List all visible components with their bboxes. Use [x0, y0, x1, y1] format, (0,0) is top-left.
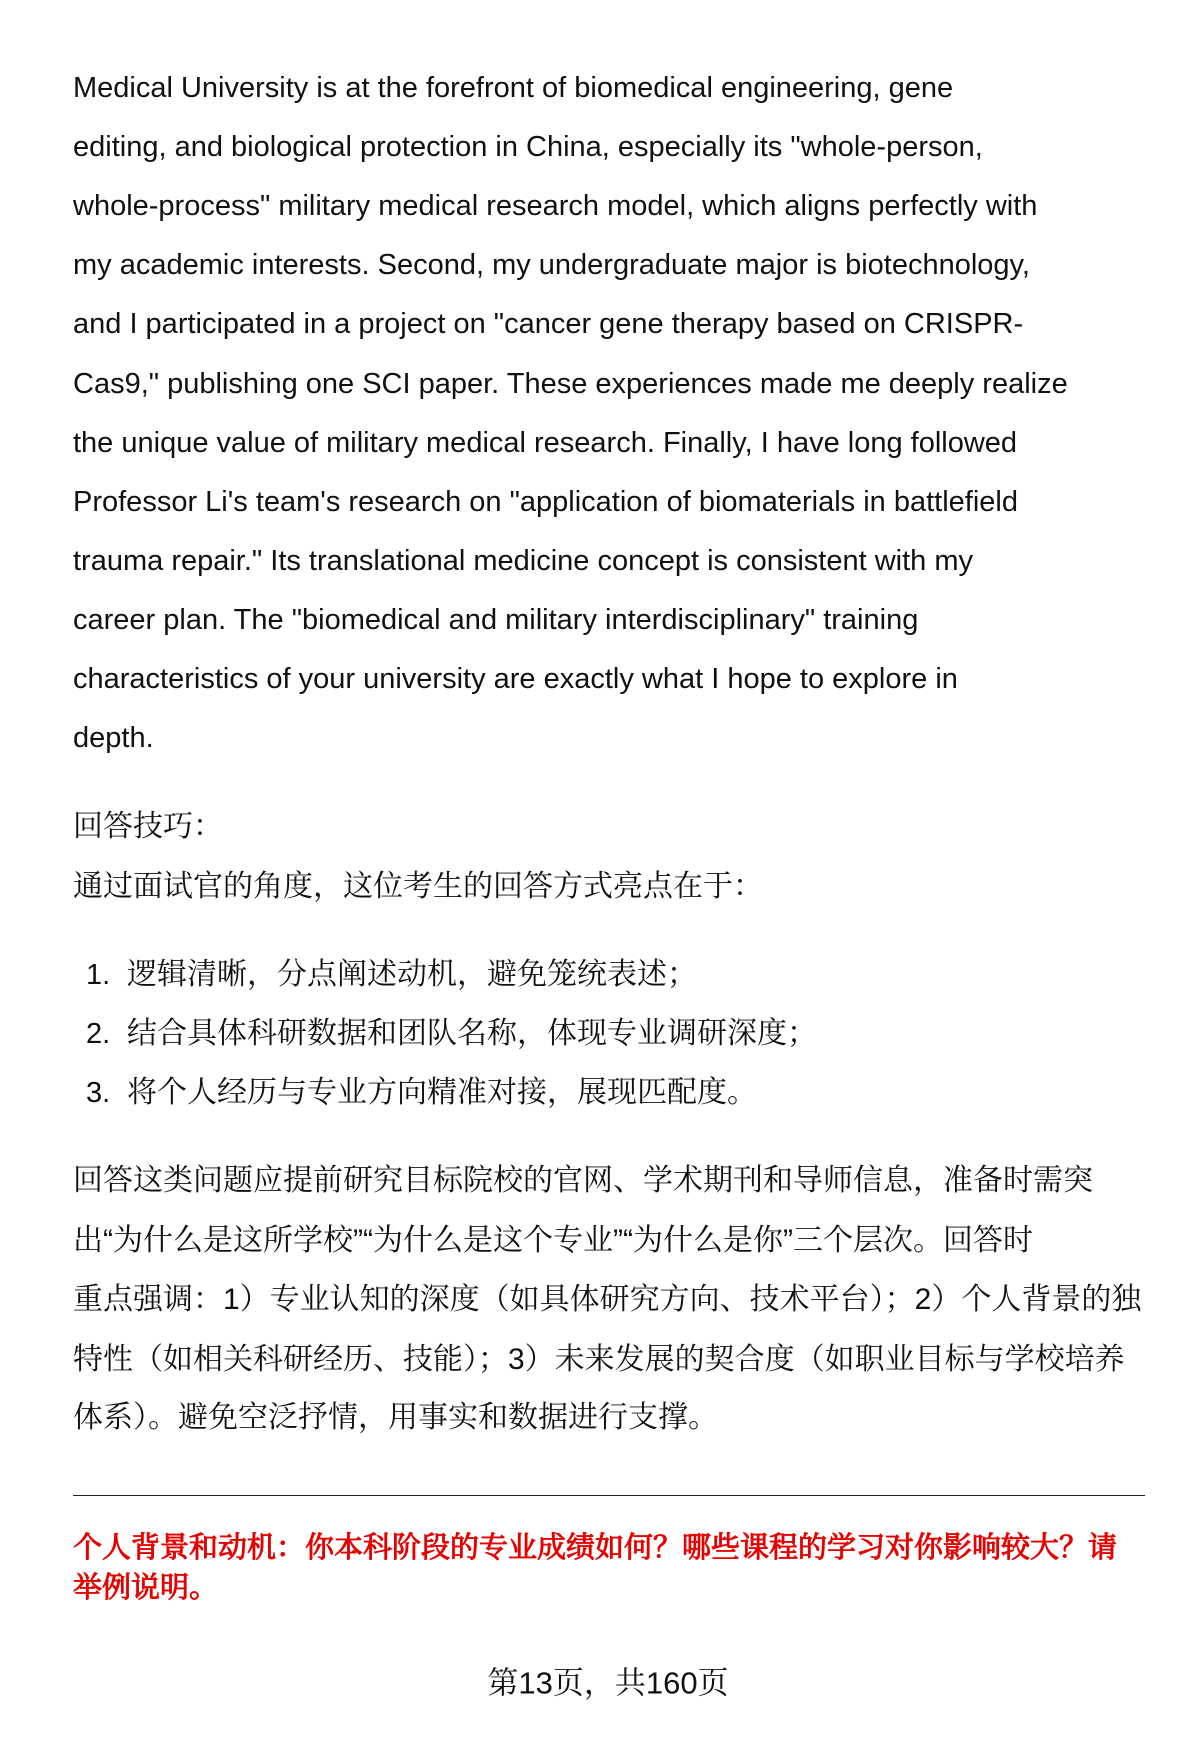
- list-number: 1.: [86, 959, 111, 991]
- tips-intro: 通过面试官的角度，这位考生的回答方式亮点在于：: [73, 870, 763, 903]
- text-line: editing, and biological protection in China, especially its "whole-person,: [73, 131, 983, 163]
- text-line: 出“为什么是这所学校”“为什么是这个专业”“为什么是你”三个层次。回答时: [73, 1224, 1033, 1257]
- text-line: Professor Li's team's research on "application of biomaterials in battlefield: [73, 486, 1019, 518]
- text-line: 体系）。避免空泛抒情，用事实和数据进行支撑。: [73, 1401, 718, 1434]
- text-line: whole-process" military medical research model, which aligns perfectly with: [73, 190, 1038, 222]
- list-number: 3.: [86, 1077, 111, 1109]
- list-item: 逻辑清晰，分点阐述动机，避免笼统表述；: [127, 958, 697, 991]
- text-line: 特性（如相关科研经历、技能）；3）未来发展的契合度（如职业目标与学校培养: [73, 1343, 1125, 1376]
- text-line: Cas9," publishing one SCI paper. These experiences made me deeply realize: [73, 368, 1068, 400]
- text-line: 回答这类问题应提前研究目标院校的官网、学术期刊和导师信息，准备时需突: [73, 1164, 1093, 1197]
- text-line: 重点强调：1）专业认知的深度（如具体研究方向、技术平台）；2）个人背景的独: [73, 1283, 1142, 1316]
- text-line: the unique value of military medical research. Finally, I have long followed: [73, 427, 1018, 459]
- text-line: characteristics of your university are exactly what I hope to explore in: [73, 663, 958, 695]
- tips-heading: 回答技巧：: [73, 810, 223, 843]
- text-line: career plan. The "biomedical and military interdisciplinary" training: [73, 604, 919, 636]
- section-divider: [73, 1495, 1145, 1496]
- list-item: 将个人经历与专业方向精准对接，展现匹配度。: [127, 1076, 757, 1109]
- text-line: Medical University is at the forefront of biomedical engineering, gene: [73, 72, 954, 104]
- page-number: 第13页，共160页: [487, 1665, 729, 1701]
- text-line: trauma repair." Its translational medicine concept is consistent with my: [73, 545, 974, 577]
- list-item: 结合具体科研数据和团队名称，体现专业调研深度；: [127, 1017, 817, 1050]
- list-number: 2.: [86, 1018, 111, 1050]
- question-line: 举例说明。: [73, 1572, 219, 1604]
- question-line: 个人背景和动机：你本科阶段的专业成绩如何？哪些课程的学习对你影响较大？请: [73, 1532, 1118, 1564]
- text-line: my academic interests. Second, my undergraduate major is biotechnology,: [73, 249, 1030, 281]
- text-line: depth.: [73, 722, 154, 754]
- text-line: and I participated in a project on "cancer gene therapy based on CRISPR-: [73, 308, 1024, 340]
